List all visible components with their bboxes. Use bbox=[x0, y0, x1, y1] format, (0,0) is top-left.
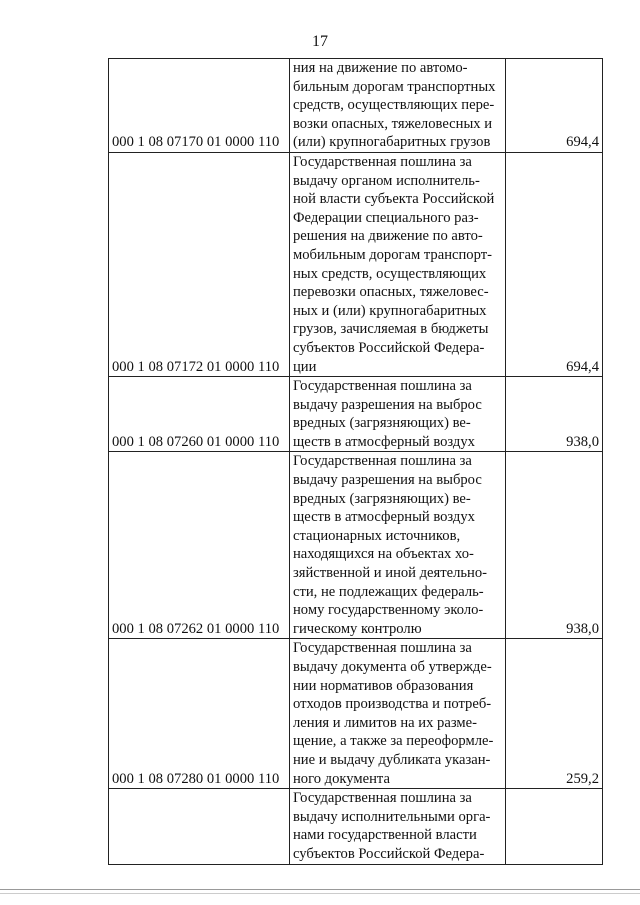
footer-divider-secondary bbox=[0, 893, 640, 894]
revenue-description-line: Государственная пошлина за bbox=[293, 153, 472, 170]
budget-classification-code: 000 1 08 07280 01 0000 110 bbox=[109, 639, 290, 789]
revenue-description-line: гическому контролю bbox=[293, 620, 422, 637]
page-number: 17 bbox=[312, 33, 328, 50]
table-row bbox=[109, 377, 603, 452]
revenue-description-line: (или) крупногабаритных грузов bbox=[293, 134, 491, 151]
revenue-description-line: возки опасных, тяжеловесных и bbox=[293, 115, 493, 132]
revenue-description-line: ния на движение по автомо- bbox=[293, 60, 468, 76]
revenue-description-line: решения на движение по авто- bbox=[293, 228, 483, 245]
revenue-description bbox=[290, 377, 506, 452]
revenue-description-line: грузов, зачисляемая в бюджеты bbox=[293, 321, 489, 338]
revenue-description-line: выдачу разрешения на выброс bbox=[293, 472, 482, 489]
revenue-description-line: сти, не подлежащих федераль- bbox=[293, 583, 484, 600]
revenue-description-line: ние и выдачу дубликата указан- bbox=[293, 751, 491, 768]
revenue-description-line: ных средств, осуществляющих bbox=[293, 265, 487, 282]
table-row bbox=[109, 789, 603, 864]
footer-divider bbox=[0, 889, 640, 890]
revenue-description-line: перевозки опасных, тяжеловес- bbox=[293, 284, 489, 301]
revenue-description-line: зяйственной и иной деятельно- bbox=[293, 565, 488, 582]
revenue-description-line: Государственная пошлина за bbox=[293, 378, 472, 395]
revenue-description-line: средств, осуществляющих пере- bbox=[293, 97, 495, 114]
revenue-description bbox=[290, 789, 506, 864]
table-row bbox=[109, 639, 603, 789]
revenue-description-line: субъектов Российской Федера- bbox=[293, 339, 485, 356]
revenue-amount: 694,4 bbox=[506, 59, 603, 153]
revenue-description bbox=[290, 59, 506, 153]
budget-classification-code: 000 1 08 07260 01 0000 110 bbox=[109, 377, 290, 452]
budget-classification-code: 000 1 08 07170 01 0000 110 bbox=[109, 59, 290, 153]
revenue-description bbox=[290, 152, 506, 376]
revenue-description-line: вредных (загрязняющих) ве- bbox=[293, 415, 471, 432]
table-body bbox=[109, 59, 603, 865]
revenue-description-line: выдачу разрешения на выброс bbox=[293, 396, 482, 413]
revenue-description-line: нии нормативов образования bbox=[293, 677, 474, 694]
revenue-description-line: выдачу документа об утвержде- bbox=[293, 659, 492, 675]
revenue-amount bbox=[506, 789, 603, 864]
revenue-description-line: находящихся на объектах хо- bbox=[293, 546, 474, 563]
revenue-description-line: выдачу органом исполнитель- bbox=[293, 172, 480, 189]
revenue-description-line: нами государственной власти bbox=[293, 827, 477, 844]
revenue-description-line: ществ в атмосферный воздух bbox=[293, 433, 475, 450]
revenue-description bbox=[290, 452, 506, 639]
revenue-description-line: отходов производства и потреб- bbox=[293, 696, 492, 713]
table-row bbox=[109, 59, 603, 153]
revenue-amount: 938,0 bbox=[506, 377, 603, 452]
revenue-description-line: ществ в атмосферный воздух bbox=[293, 509, 475, 526]
revenue-description-line: ных и (или) крупногабаритных bbox=[293, 302, 487, 319]
revenue-description-line: выдачу исполнительными орга- bbox=[293, 808, 491, 825]
table-row bbox=[109, 152, 603, 376]
revenue-description-line: мобильным дорогам транспорт- bbox=[293, 246, 492, 263]
revenue-description-line: Федерации специального раз- bbox=[293, 209, 479, 226]
revenue-amount: 259,2 bbox=[506, 639, 603, 789]
budget-classification-code: 000 1 08 07262 01 0000 110 bbox=[109, 452, 290, 639]
budget-revenue-table bbox=[108, 58, 603, 865]
revenue-description bbox=[290, 639, 506, 789]
revenue-description-line: ному государственному эколо- bbox=[293, 602, 484, 619]
revenue-description-line: бильным дорогам транспортных bbox=[293, 78, 496, 95]
revenue-description-line: ной власти субъекта Российской bbox=[293, 191, 495, 208]
revenue-description-line: ции bbox=[293, 358, 317, 375]
revenue-description-line: ления и лимитов на их разме- bbox=[293, 714, 477, 731]
revenue-amount: 694,4 bbox=[506, 152, 603, 376]
revenue-description-line: вредных (загрязняющих) ве- bbox=[293, 490, 471, 507]
budget-classification-code: 000 1 08 07172 01 0000 110 bbox=[109, 152, 290, 376]
table-row bbox=[109, 452, 603, 639]
revenue-description-line: ного документа bbox=[293, 770, 390, 787]
revenue-description-line: Государственная пошлина за bbox=[293, 453, 472, 470]
revenue-description-line: стационарных источников, bbox=[293, 527, 461, 544]
revenue-description-line: Государственная пошлина за bbox=[293, 640, 472, 657]
revenue-description-line: щение, а также за переоформле- bbox=[293, 733, 494, 750]
budget-classification-code bbox=[109, 789, 290, 864]
revenue-description-line: Государственная пошлина за bbox=[293, 790, 472, 807]
revenue-amount: 938,0 bbox=[506, 452, 603, 639]
revenue-description-line: субъектов Российской Федера- bbox=[293, 845, 485, 862]
